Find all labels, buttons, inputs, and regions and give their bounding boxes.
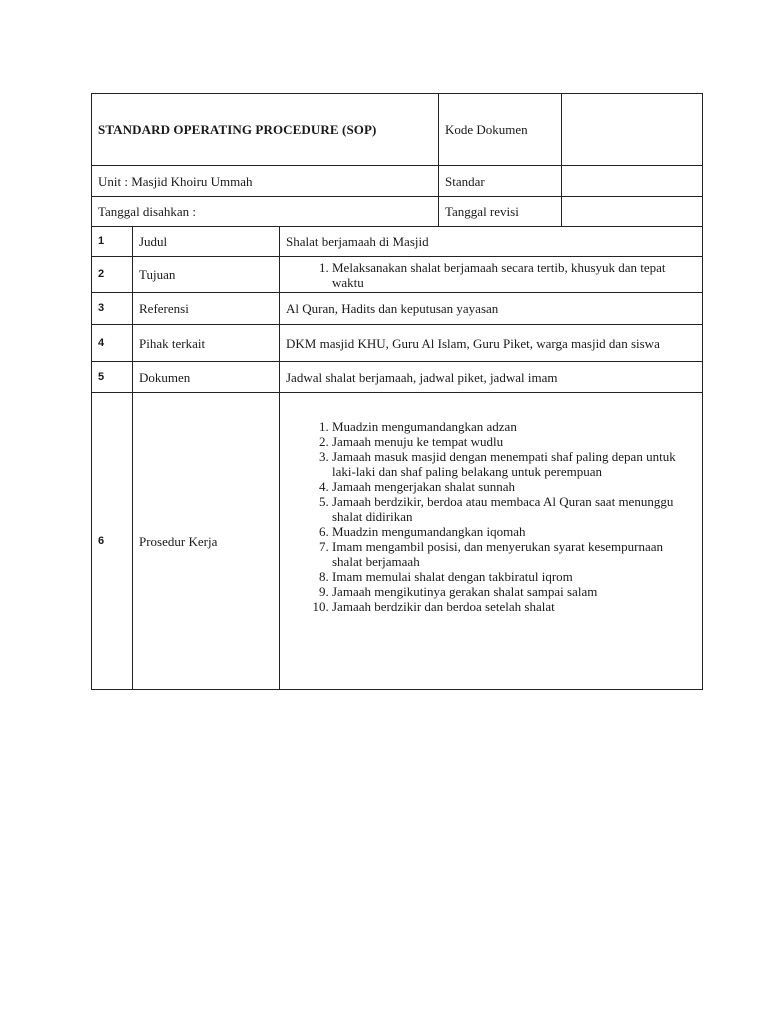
row-number: 6: [92, 393, 133, 690]
header-row-unit: [92, 166, 703, 197]
header-row-title: [92, 94, 703, 166]
standar-label: Standar: [439, 166, 562, 197]
list-item: 2. Jamaah menuju ke tempat wudlu: [332, 434, 694, 449]
row-field: Tujuan: [133, 257, 280, 293]
document-title: STANDARD OPERATING PROCEDURE (SOP): [92, 94, 439, 166]
row-number: 3: [92, 293, 133, 325]
row-value: Al Quran, Hadits dan keputusan yayasan: [280, 293, 703, 325]
list-item: 5. Jamaah berdzikir, berdoa atau membaca Al Quran saat menunggu shalat didirikan: [332, 494, 694, 524]
sop-body-table: [91, 226, 703, 690]
tanggal-revisi-label: Tanggal revisi: [439, 197, 562, 227]
table-row: [92, 227, 703, 257]
standar-value: [562, 166, 703, 197]
row-value-list: [280, 393, 703, 690]
table-row: [92, 293, 703, 325]
row-value: Jadwal shalat berjamaah, jadwal piket, jadwal imam: [280, 362, 703, 393]
list-item: 10. Jamaah berdzikir dan berdoa setelah shalat: [332, 599, 694, 614]
row-number: 4: [92, 325, 133, 362]
kode-dokumen-value: [562, 94, 703, 166]
list-item: 7. Imam mengambil posisi, dan menyerukan syarat kesempurnaan shalat berjamaah: [332, 539, 694, 569]
row-field: Judul: [133, 227, 280, 257]
list-item: 6. Muadzin mengumandangkan iqomah: [332, 524, 694, 539]
list-item: 9. Jamaah mengikutinya gerakan shalat sampai salam: [332, 584, 694, 599]
row-value-list: [280, 257, 703, 293]
list-item: 1. Melaksanakan shalat berjamaah secara tertib, khusyuk dan tepat waktu: [332, 260, 694, 290]
table-row: [92, 257, 703, 293]
tujuan-list: [286, 260, 694, 290]
row-field: Prosedur Kerja: [133, 393, 280, 690]
header-row-date: [92, 197, 703, 227]
table-row: [92, 393, 703, 690]
row-value: DKM masjid KHU, Guru Al Islam, Guru Piket, warga masjid dan siswa: [280, 325, 703, 362]
row-field: Pihak terkait: [133, 325, 280, 362]
kode-dokumen-label: Kode Dokumen: [439, 94, 562, 166]
row-number: 1: [92, 227, 133, 257]
row-field: Dokumen: [133, 362, 280, 393]
row-number: 2: [92, 257, 133, 293]
list-item: 8. Imam memulai shalat dengan takbiratul iqrom: [332, 569, 694, 584]
list-item: 3. Jamaah masuk masjid dengan menempati shaf paling depan untuk laki-laki dan shaf paling belakang untuk perempuan: [332, 449, 694, 479]
list-item: 1. Muadzin mengumandangkan adzan: [332, 419, 694, 434]
row-field: Referensi: [133, 293, 280, 325]
sop-header-table: [91, 93, 703, 227]
row-value: Shalat berjamaah di Masjid: [280, 227, 703, 257]
unit-label: Unit : Masjid Khoiru Ummah: [92, 166, 439, 197]
tanggal-disahkan-label: Tanggal disahkan :: [92, 197, 439, 227]
list-item: 4. Jamaah mengerjakan shalat sunnah: [332, 479, 694, 494]
table-row: [92, 362, 703, 393]
prosedur-list: [286, 419, 694, 614]
tanggal-revisi-value: [562, 197, 703, 227]
row-number: 5: [92, 362, 133, 393]
table-row: [92, 325, 703, 362]
